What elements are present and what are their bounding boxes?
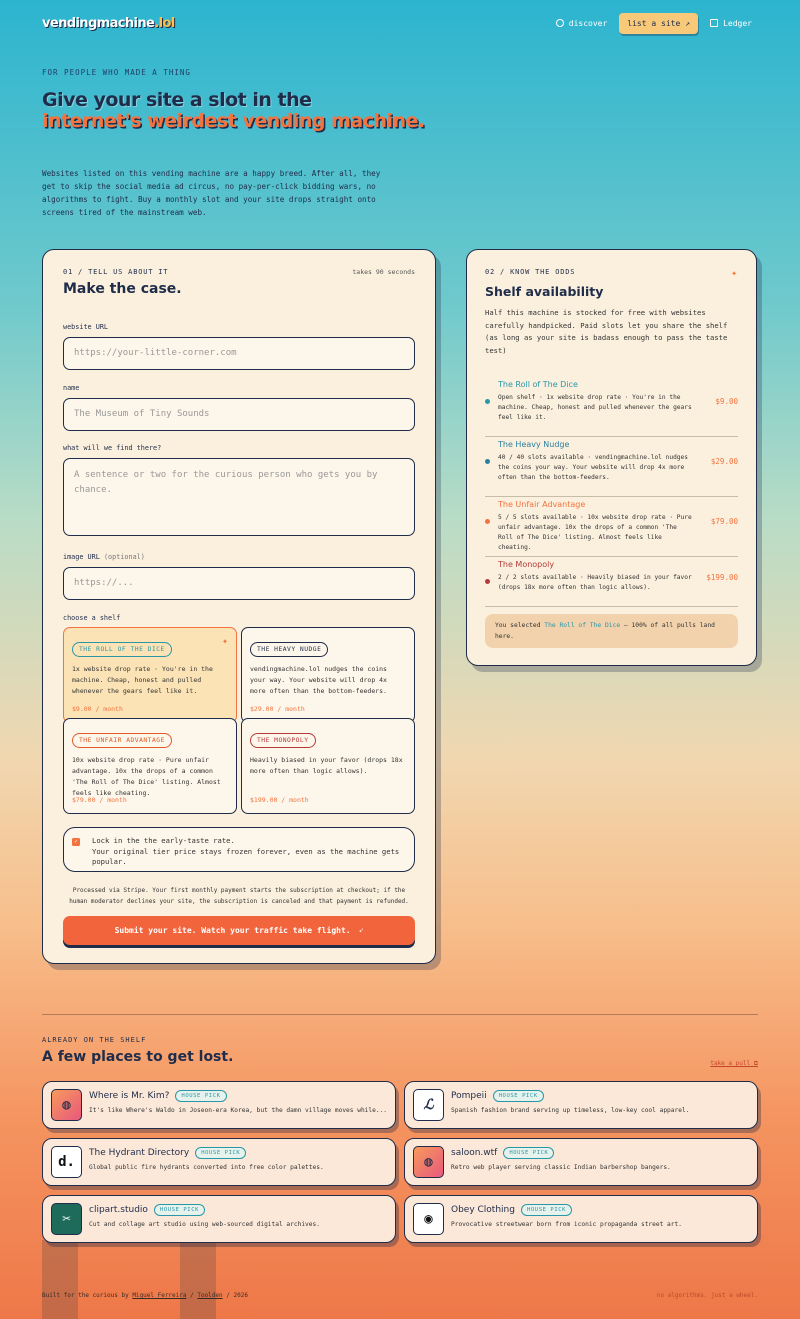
early-rate-body: Your original tier price stays frozen forever, even as the machine gets popular. [92, 846, 400, 866]
site-thumbnail: d. [51, 1146, 82, 1178]
odds-step-label: 02 / KNOW THE ODDS [485, 268, 576, 276]
arrow-up-right-icon: ↗ [685, 18, 691, 28]
site-thumbnail: ℒ [413, 1089, 444, 1121]
shelf-label: choose a shelf [63, 614, 121, 622]
name-input[interactable]: The Museum of Tiny Sounds [63, 398, 415, 431]
hero-description: Websites listed on this vending machine are a happy breed. After all, they get to skip the social media ad circus, no pay-per-click bidding wars, no algorithms to fight. Buy a monthly slot and your site drops straight onto screens tired of the mainstream web. [42, 169, 381, 217]
house-pick-badge: HOUSE PICK [154, 1204, 205, 1216]
hero-eyebrow: FOR PEOPLE WHO MADE A THING [42, 68, 191, 77]
site-logo[interactable]: vendingmachine.lol [42, 15, 175, 31]
house-pick-badge: HOUSE PICK [493, 1090, 544, 1102]
shelf-title: A few places to get lost. [42, 1049, 234, 1065]
website-url-input[interactable]: https://your-little-corner.com [63, 337, 415, 370]
early-rate-title: Lock in the the early-taste rate. [92, 836, 235, 845]
site-card-where-is-mr-kim[interactable]: ◍ Where is Mr. Kim? HOUSE PICK It's like Where's Waldo in Joseon-era Korea, but the damn village moves while... [42, 1081, 396, 1129]
early-rate-checkbox[interactable]: ✓ [72, 838, 80, 846]
site-card-hydrant-directory[interactable]: d. The Hydrant Directory HOUSE PICK Global public fire hydrants converted into free color palettes. [42, 1138, 396, 1186]
submit-form-card [42, 249, 436, 964]
shelf-eyebrow: ALREADY ON THE SHELF [42, 1036, 147, 1044]
sparkle-icon: ✦ [731, 268, 738, 279]
site-thumbnail: ✂ [51, 1203, 82, 1235]
site-card-clipart-studio[interactable]: ✂ clipart.studio HOUSE PICK Cut and collage art studio using web-sourced digital archives. [42, 1195, 396, 1243]
compass-icon [556, 19, 564, 27]
tier-heavy-nudge[interactable]: THE HEAVY NUDGE vendingmachine.lol nudges the coins your way. Your website will drop 4x more often than the bottom-feeders. $29.00 / month [241, 627, 415, 723]
nav-discover-link[interactable]: discover [556, 19, 608, 28]
form-time-note: takes 90 seconds [352, 268, 415, 276]
status-dot [485, 579, 490, 584]
description-label: what will we find there? [63, 444, 162, 452]
tier-badge: THE MONOPOLY [250, 733, 316, 748]
site-card-pompeii[interactable]: ℒ Pompeii HOUSE PICK Spanish fashion brand serving up timeless, low-key cool apparel. [404, 1081, 758, 1129]
form-title: Make the case. [63, 281, 182, 297]
submit-site-button[interactable]: Submit your site. Watch your traffic take flight. ➶ [63, 916, 415, 945]
decorative-pillar [180, 1240, 216, 1319]
tier-price: $199.00 / month [250, 796, 309, 804]
footer-credits: Built for the curious by Miguel Ferreira / Toolden / 2026 [42, 1292, 248, 1299]
site-thumbnail: ◍ [413, 1146, 444, 1178]
nav-ledger-link[interactable]: Ledger [710, 19, 752, 28]
odds-title: Shelf availability [485, 284, 604, 299]
status-dot [485, 459, 490, 464]
odds-item: The Monopoly 2 / 2 slots available · Heavily biased in your favor (drops 18x more often than logic allows). $199.00 [485, 557, 738, 607]
tier-roll-of-the-dice[interactable]: THE ROLL OF THE DICE ✦ 1x website drop rate · You're in the machine. Cheap, honest and pulled whenever the gears feel like it. $9.00 / month [63, 627, 237, 723]
url-label: website URL [63, 323, 109, 331]
odds-item: The Roll of The Dice Open shelf · 1x website drop rate · You're in the machine. Cheap, honest and pulled whenever the gears feel like it. $9.00 [485, 377, 738, 437]
top-nav [42, 12, 752, 34]
external-link-icon: ⧉ [753, 1060, 758, 1067]
nav-links [556, 13, 752, 34]
name-label: name [63, 384, 80, 392]
studio-link[interactable]: Toolden [197, 1292, 223, 1299]
description-textarea[interactable]: A sentence or two for the curious person who gets you by chance. [63, 458, 415, 536]
odds-list [485, 377, 738, 607]
list-site-button[interactable]: list a site ↗ [619, 13, 698, 34]
sparkle-icon: ✦ [221, 636, 228, 647]
odds-item: The Unfair Advantage 5 / 5 slots available · 10x website drop rate · Pure unfair advantage. 10x the drops of a common 'The Roll of The Dice' listing. Almost feels like cheating. $79.00 [485, 497, 738, 557]
status-dot [485, 399, 490, 404]
tier-price: $29.00 / month [250, 705, 305, 713]
odds-description: Half this machine is stocked for free with websites carefully handpicked. Paid slots let you share the shelf (as long as your site is badass enough to pass the taste test) [485, 308, 728, 355]
tier-unfair-advantage[interactable]: THE UNFAIR ADVANTAGE 10x website drop rate · Pure unfair advantage. 10x the drops of a common 'The Roll of The Dice' listing. Almost feels like cheating. $79.00 / month [63, 718, 237, 814]
ledger-icon [710, 19, 718, 27]
site-card-saloon-wtf[interactable]: ◍ saloon.wtf HOUSE PICK Retro web player serving classic Indian barbershop bangers. [404, 1138, 758, 1186]
image-url-input[interactable]: https://... [63, 567, 415, 600]
shelf-availability-card [466, 249, 757, 666]
site-thumbnail: ◍ [51, 1089, 82, 1121]
paper-plane-icon: ➶ [358, 926, 364, 935]
odds-item: The Heavy Nudge 40 / 40 slots available · vendingmachine.lol nudges the coins your way. Your website will drop 4x more often than the bottom-feeders. $29.00 [485, 437, 738, 497]
author-link[interactable]: Miguel Ferreira [132, 1292, 187, 1299]
take-a-pull-link[interactable]: take a pull ⧉ [710, 1060, 758, 1067]
tier-badge: THE UNFAIR ADVANTAGE [72, 733, 172, 748]
house-pick-badge: HOUSE PICK [521, 1204, 572, 1216]
section-divider [42, 1014, 758, 1015]
tier-badge: THE HEAVY NUDGE [250, 642, 328, 657]
tier-monopoly[interactable]: THE MONOPOLY Heavily biased in your favor (drops 18x more often than logic allows). $199.00 / month [241, 718, 415, 814]
tier-price: $79.00 / month [72, 796, 127, 804]
payment-fine-print: Processed via Stripe. Your first monthly payment starts the subscription at checkout; if the human moderator declines your site, the subscription is canceled and that payment is refunded. [69, 887, 409, 905]
site-card-obey-clothing[interactable]: ◉ Obey Clothing HOUSE PICK Provocative streetwear born from iconic propaganda street art. [404, 1195, 758, 1243]
early-rate-option[interactable] [63, 827, 415, 872]
house-pick-badge: HOUSE PICK [175, 1090, 226, 1102]
hero-title: Give your site a slot in the internet's weirdest vending machine. [42, 89, 425, 132]
footer-tagline: no algorithms. just a wheel. [656, 1292, 758, 1299]
site-thumbnail: ◉ [413, 1203, 444, 1235]
tier-price: $9.00 / month [72, 705, 123, 713]
house-pick-badge: HOUSE PICK [503, 1147, 554, 1159]
form-step-label: 01 / TELL US ABOUT IT [63, 268, 169, 276]
image-url-label: image URL (optional) [63, 553, 145, 561]
decorative-pillar [42, 1240, 78, 1319]
status-dot [485, 519, 490, 524]
house-pick-badge: HOUSE PICK [195, 1147, 246, 1159]
tier-badge: THE ROLL OF THE DICE [72, 642, 172, 657]
selection-note: You selected The Roll of The Dice — 100% of all pulls land here. [485, 614, 738, 648]
